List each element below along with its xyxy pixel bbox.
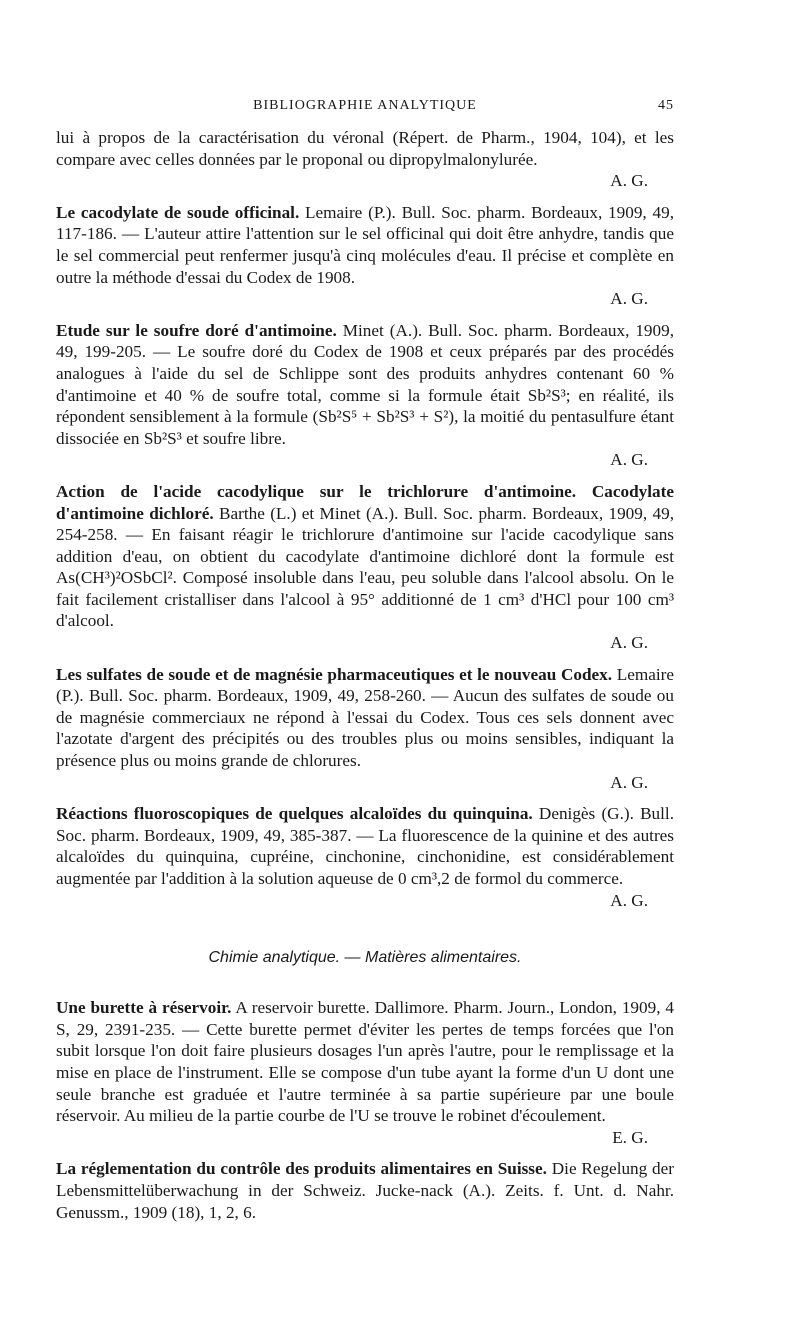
page-body [56, 127, 674, 1223]
page-number: 45 [658, 98, 674, 113]
entry-signature: A. G. [610, 633, 648, 653]
entry-continuation [56, 127, 674, 170]
entry-heading: Le cacodylate de soude officinal. [56, 202, 300, 222]
entry [56, 481, 674, 632]
entry [56, 202, 674, 288]
entry-text: lui à propos de la caractérisation du véronal (Répert. de Pharm., 1904, 104), et les compare avec celles données par le proponal ou dipropylmalonylurée. [56, 128, 674, 169]
entry-signature: A. G. [610, 772, 648, 792]
running-header [56, 98, 674, 120]
entry-heading: Réactions fluoroscopiques de quelques alcaloïdes du quinquina. [56, 804, 533, 824]
entry [56, 664, 674, 772]
entry-heading: Action de l'acide cacodylique sur le trichlorure d'antimoine. Cacodylate d'antimoine dichloré. [56, 481, 674, 523]
entry-text: A reservoir burette. Dallimore. Pharm. Journ., London, 1909, 4 S, 29, 2391-235. — Cette burette permet d'éviter les pertes de temps forcées que l'on subit lorsque l'on doit faire plusieurs dosages l'un après l'autre, pour le remplissage et la mise en place de l'instrument. Elle se compose d'un tube ayant la forme d'un U dont une seule branche est graduée et l'autre terminée à sa partie supérieure par une boule réservoir. Au milieu de la partie courbe de l'U se trouve le robinet d'écoulement. [56, 998, 674, 1126]
entry [56, 997, 674, 1127]
entry-signature: A. G. [610, 289, 648, 309]
entry-signature: A. G. [610, 171, 648, 191]
entry-signature: A. G. [610, 450, 648, 470]
entry-heading: Les sulfates de soude et de magnésie pharmaceutiques et le nouveau Codex. [56, 664, 613, 684]
entry-text: Denigès (G.). Bull. Soc. pharm. Bordeaux, 1909, 49, 385-387. — La fluorescence de la quinine et des autres alcaloïdes du quinquina, cupréine, cinchonine, cinchonidine, est considérablement augmentée par l'addition à la solution aqueuse de 0 cm³,2 de formol du commerce. [56, 804, 675, 888]
entry-text: Lemaire (P.). Bull. Soc. pharm. Bordeaux, 1909, 49, 117-186. — L'auteur attire l'attention sur le sel officinal qui doit être anhydre, tandis que le sel commercial peut renfermer jusqu'à cinq molécules d'eau. Il précise et complète en outre la méthode d'essai du Codex de 1908. [56, 202, 674, 287]
entry-signature: E. G. [612, 1127, 648, 1147]
entry-text: Minet (A.). Bull. Soc. pharm. Bordeaux, 1909, 49, 199-205. — Le soufre doré du Codex de 1908 et ceux préparés par des procédés analogues à l'aide du sel de Schlippe sont des produits anhydres contenant 60 % d'antimoine et 40 % de soufre total, comme si la formule était Sb²S³; en réalité, ils répondent sensiblement à la formule (Sb²S⁵ + Sb²S³ + S²), la moitié du pentasulfure étant dissociée en Sb²S³ et soufre libre. [56, 320, 674, 448]
entry [56, 1158, 674, 1223]
entry-signature: A. G. [610, 890, 648, 910]
entry-heading: Une burette à réservoir. [56, 998, 232, 1018]
section-title: Chimie analytique. — Matières alimentaires. [208, 949, 522, 967]
entry-text: Barthe (L.) et Minet (A.). Bull. Soc. pharm. Bordeaux, 1909, 49, 254-258. — En faisant réagir le trichlorure d'antimoine sur l'acide cacodylique sans addition d'eau, on obtient du cacodylate d'antimoine dichloré dont la formule est As(CH³)²OSbCl². Composé insoluble dans l'eau, peu soluble dans l'alcool absolu. On le fait facilement cristalliser dans l'alcool à 95° additionné de 1 cm³ d'HCl pour 100 cm³ d'alcool. [56, 503, 675, 631]
header-title: BIBLIOGRAPHIE ANALYTIQUE [253, 98, 477, 113]
entry [56, 320, 674, 450]
entry [56, 803, 674, 889]
entry-text: Die Regelung der Lebensmittelüberwachung in der Schweiz. Jucke-nack (A.). Zeits. f. Unt. d. Nahr. Genussm., 1909 (18), 1, 2, 6. [56, 1159, 675, 1222]
entry-heading: La réglementation du contrôle des produits alimentaires en Suisse. [56, 1159, 547, 1179]
entry-text: Lemaire (P.). Bull. Soc. pharm. Bordeaux, 1909, 49, 258-260. — Aucun des sulfates de soude ou de magnésie commerciaux ne répond à l'essai du Codex. Tous ces sels donnent avec l'azotate d'argent des précipités ou des troubles plus ou moins sensibles, indiquant la présence plus ou moins grande de chlorures. [56, 664, 675, 771]
entry-heading: Etude sur le soufre doré d'antimoine. [56, 320, 337, 340]
